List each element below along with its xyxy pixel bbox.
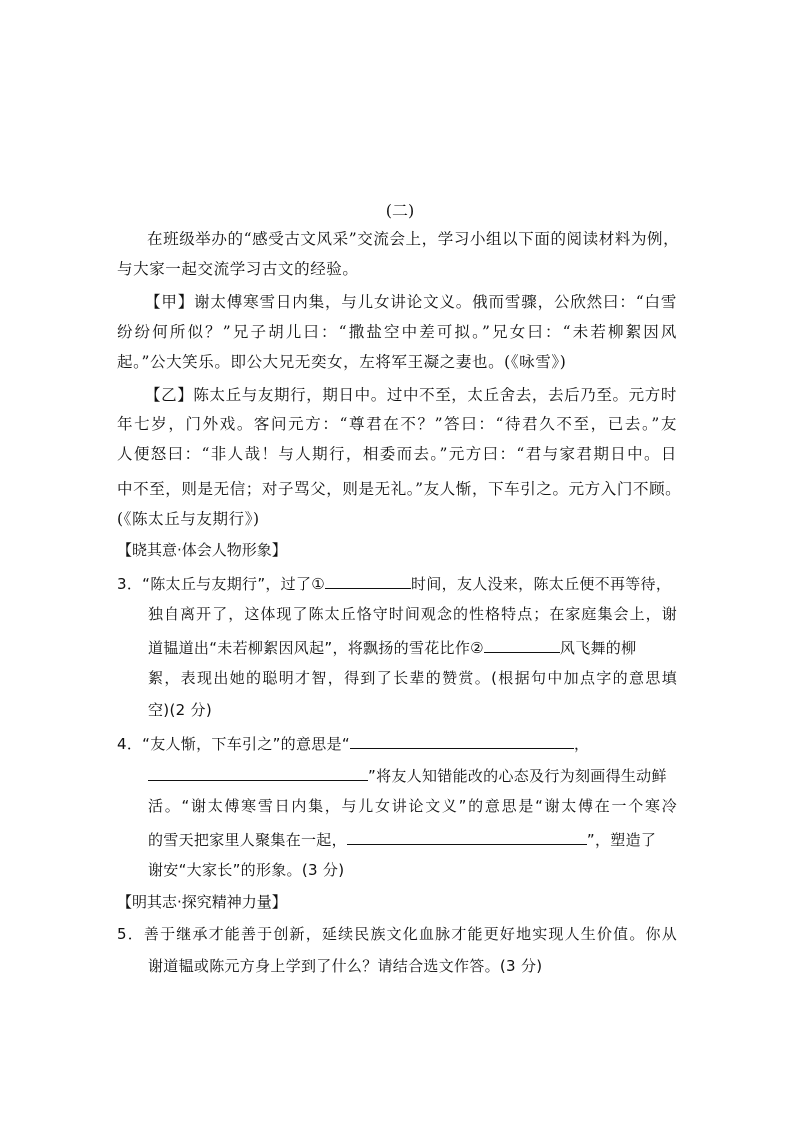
section-title: (二)	[385, 201, 415, 220]
q4-text-4b: ”，塑造了	[586, 831, 657, 849]
q3-blank-1[interactable]	[325, 572, 411, 589]
question-3-line-1	[117, 572, 677, 594]
q4-text-1a: 4．“友人惭，下车引之”的意思是“	[117, 735, 350, 753]
q4-blank-1[interactable]	[350, 732, 574, 749]
heading-explore-spirit: 【明其志·探究精神力量】	[117, 893, 287, 911]
intro-line-1: 在班级举办的“感受古文风采”交流会上，学习小组以下面的阅读材料为例，	[147, 230, 680, 248]
passage-yi-line-4: 中不至，则是无信；对子骂父，则是无礼。”友人惭，下车引之。元方入门不顾。	[117, 480, 682, 498]
question-3-line-5: 空)(2 分)	[148, 701, 212, 719]
intro-line-2: 与大家一起交流学习古文的经验。	[117, 260, 359, 278]
q3-text-3b: 风飞舞的柳	[559, 639, 637, 657]
question-4-line-5: 谢安“大家长”的形象。(3 分)	[148, 861, 345, 879]
heading-understand-meaning: 【晓其意·体会人物形象】	[117, 541, 287, 559]
q3-blank-2[interactable]	[484, 636, 560, 653]
passage-jia-line-2: 纷纷何所似？”兄子胡儿曰：“撒盐空中差可拟。”兄女曰：“未若柳絮因风	[117, 323, 677, 341]
question-4-line-2	[148, 764, 677, 786]
q4-blank-2[interactable]	[347, 828, 587, 845]
question-4-line-3: 活。“谢太傅寒雪日内集，与儿女讲论文义”的意思是“谢太傅在一个寒冷	[148, 797, 677, 815]
q4-text-1b: ，	[573, 735, 590, 753]
question-3-line-2: 独自离开了，这体现了陈太丘恪守时间观念的性格特点；在家庭集会上，谢	[148, 605, 677, 623]
passage-yi-line-3: 人便怒曰：“非人哉！与人期行，相委而去。”元方曰：“君与家君期日中。日	[117, 445, 677, 463]
question-3-line-4: 絮，表现出她的聪明才智，得到了长辈的赞赏。(根据句中加点字的意思填	[148, 669, 677, 687]
q4-text-4a: 的雪天把家里人聚集在一起，	[148, 831, 347, 849]
question-5-line-2: 谢道韫或陈元方身上学到了什么？请结合选文作答。(3 分)	[148, 957, 543, 975]
passage-yi-line-1: 【乙】陈太丘与友期行，期日中。过中不至，太丘舍去，去后乃至。元方时	[145, 386, 677, 404]
question-3-line-3	[148, 636, 677, 658]
question-4-line-1	[117, 732, 677, 754]
passage-jia-line-3: 起。”公大笑乐。即公大兄无奕女，左将军王凝之妻也。(《咏雪》)	[117, 353, 567, 371]
passage-yi-line-2: 年七岁，门外戏。客问元方：“尊君在不？”答曰：“待君久不至，已去。”友	[117, 415, 677, 433]
q3-text-3a: 道韫道出“未若柳絮因风起”，将飘扬的雪花比作②	[148, 639, 484, 657]
question-4-line-4	[148, 828, 677, 850]
q3-text-1b: 时间，友人没来，陈太丘便不再等待，	[411, 575, 672, 593]
passage-yi-source: (《陈太丘与友期行》)	[117, 510, 260, 528]
q4-blank-1-continued[interactable]	[148, 764, 368, 781]
q3-text-1a: 3．“陈太丘与友期行”，过了①	[117, 575, 326, 593]
question-5-line-1: 5．善于继承才能善于创新，延续民族文化血脉才能更好地实现人生价值。你从	[117, 925, 677, 943]
q4-text-2b: ”将友人知错能改的心态及行为刻画得生动鲜	[368, 767, 667, 785]
passage-jia-line-1: 【甲】谢太傅寒雪日内集，与儿女讲论文义。俄而雪骤，公欣然曰：“白雪	[145, 293, 677, 311]
